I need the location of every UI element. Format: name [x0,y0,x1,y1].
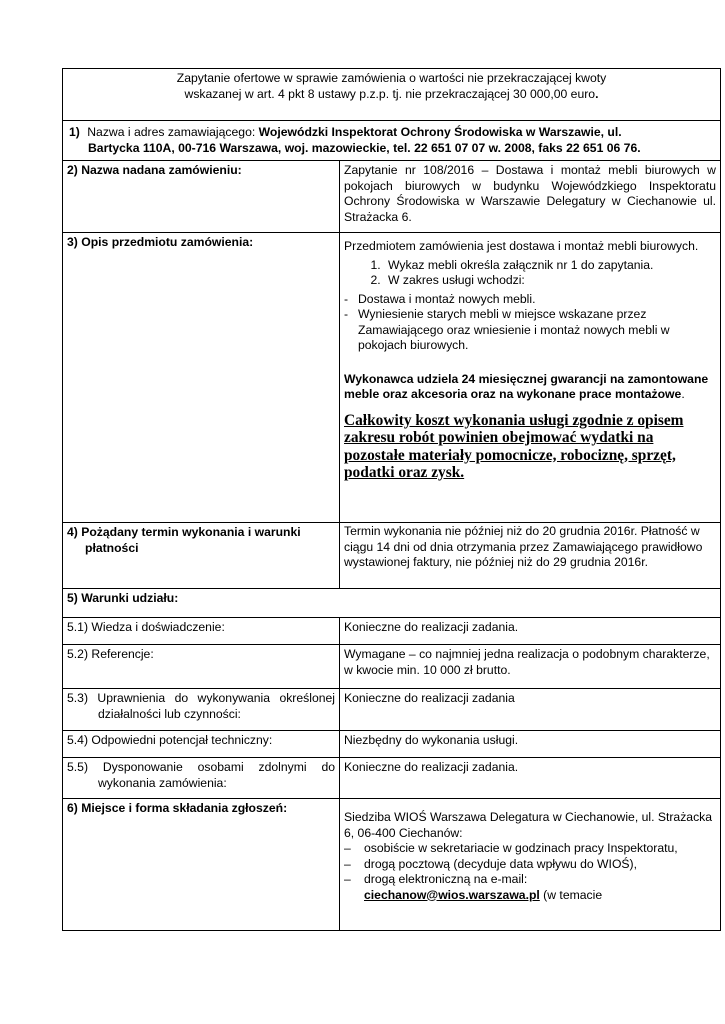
section-3-numbered-list [344,258,716,289]
document-title [63,69,721,121]
section-6-list [344,841,716,903]
section-5-header [63,589,721,618]
section-3-value [340,233,721,523]
section-1-bold-line-2: Bartycka 110A, 00-716 Warszawa, woj. mazowieckie, tel. 22 651 07 07 w. 2008, faks 22 651 06 76. [88,140,641,155]
section-6-value [340,799,721,931]
section-5-label: 5) Warunki udziału: [67,591,179,605]
title-line-2 [67,87,716,103]
section-2-label-cell [63,161,340,233]
section-4-label: 4) Pożądany termin wykonania i warunki płatności [67,525,301,555]
section-2-value: Zapytanie nr 108/2016 – Dostawa i montaż mebli biurowych w pokojach biurowych w budynku Wojewódzkiego Inspektoratu Ochrony Środowiska w Warszawie Delegatury w Ciechanowie ul. Strażacka 6. [340,161,721,233]
list-item: 2. W zakres usługi wchodzi: [384,273,716,289]
list-item: - Dostawa i montaż nowych mebli. [344,292,716,308]
section-6-intro: Siedziba WIOŚ Warszawa Delegatura w Ciechanowie, ul. Strażacka 6, 06-400 Ciechanów: [344,810,713,840]
list-item-text: drogą elektroniczną na e-mail: [364,872,528,886]
section-5-5-label-cell [63,758,340,799]
section-1-prefix: Nazwa i adres zamawiającego: [87,125,259,139]
section-5-2-label: 5.2) Referencje: [63,645,340,689]
section-2-label: 2) Nazwa nadana zamówieniu: [67,163,242,177]
section-1-number: 1) [69,125,80,139]
section-5-4-label: 5.4) Odpowiedni potencjał techniczny: [63,731,340,758]
list-item: - Wyniesienie starych mebli w miejsce wskazane przez Zamawiającego oraz wniesienie i montaż nowych mebli w pokojach biurowych. [344,307,716,354]
list-item: – osobiście w sekretariacie w godzinach pracy Inspektoratu, [344,841,716,857]
section-5-5-value: Konieczne do realizacji zadania. [340,758,721,799]
section-1-bold-line-1: Wojewódzki Inspektorat Ochrony Środowiska w Warszawie, ul. [258,125,622,139]
section-6-label-cell [63,799,340,931]
email-link[interactable]: ciechanow@wios.warszawa.pl [364,887,540,902]
section-5-3-label-cell [63,689,340,731]
section-5-3-value: Konieczne do realizacji zadania [340,689,721,731]
list-item: 1. Wykaz mebli określa załącznik nr 1 do zapytania. [384,258,716,274]
offer-request-table [62,68,721,931]
section-5-4-value: Niezbędny do wykonania usługi. [340,731,721,758]
section-5-1-label: 5.1) Wiedza i doświadczenie: [63,618,340,645]
section-4-value: Termin wykonania nie później niż do 20 grudnia 2016r. Płatność w ciągu 14 dni od dnia otrzymania przez Zamawiającego prawidłowo wystawionej faktury, nie później niż do 29 grudnia 2016r. [340,523,721,589]
title-line-1: Zapytanie ofertowe w sprawie zamówienia o wartości nie przekraczającej kwoty [176,71,607,85]
title-line-2-tail: . [595,86,599,101]
section-5-5-label: 5.5) Dysponowanie osobami zdolnymi do wykonania zamówienia: [67,760,335,790]
section-5-1-value: Konieczne do realizacji zadania. [340,618,721,645]
section-3-label: 3) Opis przedmiotu zamówienia: [67,235,254,249]
section-3-dash-list [344,292,716,354]
warranty-text: Wykonawca udziela 24 miesięcznej gwarancji na zamontowane meble oraz akcesoria oraz na wykonane prace montażowe [344,371,709,401]
section-1-line-1 [69,125,714,141]
section-4-label-cell [63,523,340,589]
warranty-tail: . [681,387,685,401]
section-3-intro: Przedmiotem zamówienia jest dostawa i montaż mebli biurowych. [344,239,699,253]
section-6-label: 6) Miejsce i forma składania zgłoszeń: [67,801,288,815]
section-3-total-cost: Całkowity koszt wykonania usługi zgodnie z opisem zakresu robót powinien obejmować wydatki na pozostałe materiały pomocnicze, robociznę, sprzęt, podatki oraz zysk. [344,411,684,481]
section-1-line-2 [69,141,714,157]
section-5-2-value: Wymagane – co najmniej jedna realizacja o podobnym charakterze, w kwocie min. 10 000 zł brutto. [340,645,721,689]
section-5-3-label: 5.3) Uprawnienia do wykonywania określonej działalności lub czynności: [67,691,335,721]
title-line-2-text: wskazanej w art. 4 pkt 8 ustawy p.z.p. tj. nie przekraczającej 30 000,00 euro [184,86,596,101]
email-tail: (w temacie [539,887,603,902]
section-3-label-cell [63,233,340,523]
section-1-contracting-authority [63,121,721,161]
list-item [344,872,716,903]
section-3-warranty [344,372,716,403]
list-item: – drogą pocztową (decyduje data wpływu do WIOŚ), [344,857,716,873]
